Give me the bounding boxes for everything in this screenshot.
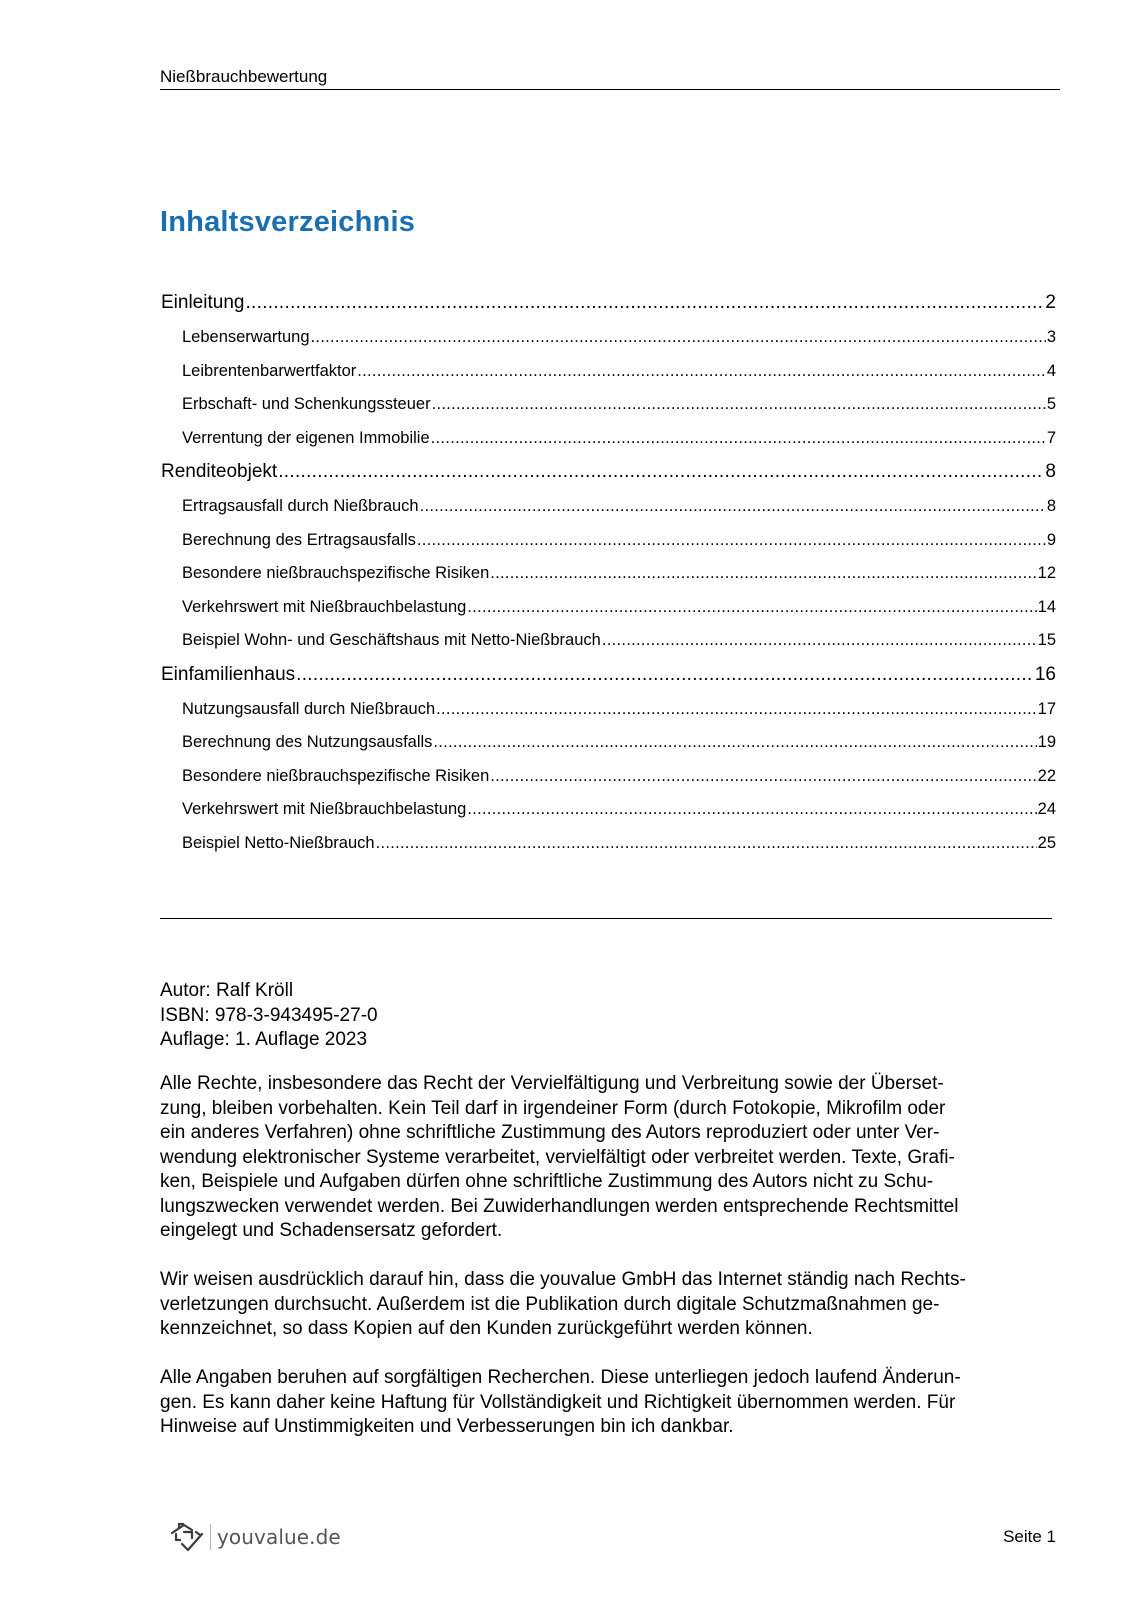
- toc-entry-label: Verkehrswert mit Nießbrauchbelastung: [182, 597, 467, 616]
- table-of-contents: [160, 289, 1056, 863]
- toc-dot-leader: [417, 527, 1046, 553]
- toc-dot-leader: [376, 830, 1037, 856]
- toc-entry-label: Erbschaft- und Schenkungssteuer: [182, 395, 431, 413]
- toc-dot-leader: [467, 796, 1036, 822]
- toc-entry-page: 2: [1045, 292, 1056, 313]
- toc-entry-verkehrswert-einfamilienhaus[interactable]: [160, 796, 1056, 830]
- toc-dot-leader: [436, 696, 1037, 722]
- toc-entry-page: 19: [1037, 733, 1056, 751]
- toc-dot-leader: [420, 493, 1046, 519]
- toc-entry-label: Besondere nießbrauchspezifische Risiken: [182, 564, 490, 582]
- toc-entry-einfamilienhaus[interactable]: [160, 661, 1056, 696]
- page-number: Seite 1: [1003, 1527, 1056, 1546]
- toc-entry-page: 9: [1046, 530, 1056, 549]
- toc-entry-page: 14: [1037, 597, 1056, 616]
- toc-entry-berechnung-ertragsausfall[interactable]: [160, 527, 1056, 561]
- logo-wordmark: youvalue.de: [217, 1525, 341, 1549]
- toc-entry-page: 8: [1045, 461, 1056, 482]
- toc-title: Inhaltsverzeichnis: [160, 206, 416, 238]
- imprint: [160, 979, 1060, 1053]
- toc-entry-berechnung-nutzungsausfall[interactable]: [160, 729, 1056, 763]
- imprint-isbn: ISBN: 978-3-943495-27-0: [160, 1004, 378, 1026]
- toc-entry-label: Lebenserwartung: [182, 328, 310, 346]
- toc-entry-ertragsausfall[interactable]: [160, 493, 1056, 527]
- toc-entry-erbschaft-schenkungssteuer[interactable]: [160, 391, 1056, 425]
- toc-entry-risiken-einfamilienhaus[interactable]: [160, 763, 1056, 797]
- toc-dot-leader: [431, 425, 1046, 451]
- toc-entry-label: Berechnung des Ertragsausfalls: [182, 530, 416, 549]
- section-divider: [160, 918, 1052, 919]
- toc-entry-verkehrswert-rendite[interactable]: [160, 594, 1056, 628]
- toc-entry-page: 17: [1037, 699, 1056, 718]
- legal-paragraph-disclaimer: Alle Angaben beruhen auf sorgfältigen Recherchen. Diese unterliegen jedoch laufend Änderun- gen. Es kann daher keine Haftung für Vollständigkeit und Richtigkeit übernommen werden. Für Hinweise auf Unstimmigkeiten und Verbesserungen bin ich dankbar.: [160, 1367, 961, 1437]
- legal-notice: [160, 1072, 1060, 1464]
- toc-dot-leader: [467, 594, 1036, 620]
- toc-entry-label: Besondere nießbrauchspezifische Risiken: [182, 766, 490, 785]
- toc-entry-leibrentenbarwertfaktor[interactable]: [160, 358, 1056, 392]
- toc-entry-lebenserwartung[interactable]: [160, 324, 1056, 358]
- imprint-author: Autor: Ralf Kröll: [160, 980, 294, 1001]
- house-check-icon: [170, 1520, 208, 1554]
- toc-dot-leader: [278, 458, 1044, 486]
- toc-entry-page: 25: [1037, 833, 1056, 852]
- toc-dot-leader: [602, 627, 1037, 653]
- toc-entry-label: Berechnung des Nutzungsausfalls: [182, 733, 433, 751]
- toc-dot-leader: [432, 391, 1046, 417]
- toc-entry-page: 16: [1034, 663, 1056, 685]
- footer-logo: [170, 1520, 341, 1554]
- toc-entry-page: 3: [1046, 328, 1056, 346]
- toc-entry-verrentung[interactable]: [160, 425, 1056, 459]
- toc-entry-page: 12: [1037, 564, 1056, 582]
- toc-entry-beispiel-netto-niessbrauch[interactable]: [160, 830, 1056, 864]
- toc-entry-renditeobjekt[interactable]: [160, 458, 1056, 493]
- toc-entry-page: 24: [1037, 800, 1056, 818]
- legal-paragraph-monitoring: Wir weisen ausdrücklich darauf hin, dass die youvalue GmbH das Internet ständig nach Rechts- verletzungen durchsucht. Außerdem ist die Publikation durch digitale Schutzmaßnahmen ge- kennzeichnet, so dass Kopien auf den Kunden zurückgeführt werden können.: [160, 1269, 966, 1339]
- toc-entry-label: Einleitung: [161, 292, 245, 313]
- logo-divider: [210, 1524, 211, 1550]
- toc-entry-label: Einfamilienhaus: [161, 663, 296, 685]
- toc-entry-einleitung[interactable]: [160, 289, 1056, 324]
- toc-entry-label: Verkehrswert mit Nießbrauchbelastung: [182, 800, 467, 818]
- toc-entry-nutzungsausfall[interactable]: [160, 696, 1056, 730]
- toc-dot-leader: [357, 358, 1046, 384]
- imprint-edition: Auflage: 1. Auflage 2023: [160, 1029, 368, 1050]
- toc-entry-label: Nutzungsausfall durch Nießbrauch: [182, 699, 436, 718]
- legal-paragraph-rights: Alle Rechte, insbesondere das Recht der Vervielfältigung und Verbreitung sowie der Überset- zung, bleiben vorbehalten. Kein Teil darf in irgendeiner Form (durch Fotokopie, Mikrofilm oder ein anderes Verfahren) ohne schriftliche Zustimmung des Autors reproduziert oder unter Ver- wendung elektronischer Systeme verarbeitet, vervielfältigt oder verbreitet werden. Texte, Grafi- ken, Beispiele und Aufgaben dürfen ohne schriftliche Zustimmung des Autors nicht zu Schu- lungszwecken verwendet werden. Bei Zuwiderhandlungen werden entsprechende Rechtsmittel eingelegt und Schadensersatz gefordert.: [160, 1073, 959, 1241]
- toc-entry-label: Leibrentenbarwertfaktor: [182, 361, 357, 380]
- toc-entry-risiken-rendite[interactable]: [160, 560, 1056, 594]
- toc-entry-page: 8: [1046, 497, 1056, 515]
- toc-entry-label: Beispiel Wohn- und Geschäftshaus mit Netto-Nießbrauch: [182, 631, 601, 649]
- toc-entry-label: Verrentung der eigenen Immobilie: [182, 428, 430, 447]
- toc-dot-leader: [296, 661, 1034, 689]
- toc-dot-leader: [490, 763, 1036, 789]
- toc-dot-leader: [311, 324, 1046, 350]
- toc-dot-leader: [490, 560, 1036, 586]
- toc-entry-page: 5: [1046, 395, 1056, 413]
- toc-entry-label: Renditeobjekt: [161, 461, 278, 482]
- toc-entry-label: Beispiel Netto-Nießbrauch: [182, 833, 375, 852]
- toc-entry-page: 15: [1037, 631, 1056, 649]
- toc-dot-leader: [433, 729, 1036, 755]
- toc-entry-beispiel-wohn-geschaeftshaus[interactable]: [160, 627, 1056, 661]
- toc-entry-label: Ertragsausfall durch Nießbrauch: [182, 497, 419, 515]
- toc-entry-page: 7: [1046, 428, 1056, 447]
- toc-entry-page: 4: [1046, 361, 1056, 380]
- toc-entry-page: 22: [1037, 766, 1056, 785]
- toc-dot-leader: [245, 289, 1044, 317]
- running-header: Nießbrauchbewertung: [160, 67, 1060, 90]
